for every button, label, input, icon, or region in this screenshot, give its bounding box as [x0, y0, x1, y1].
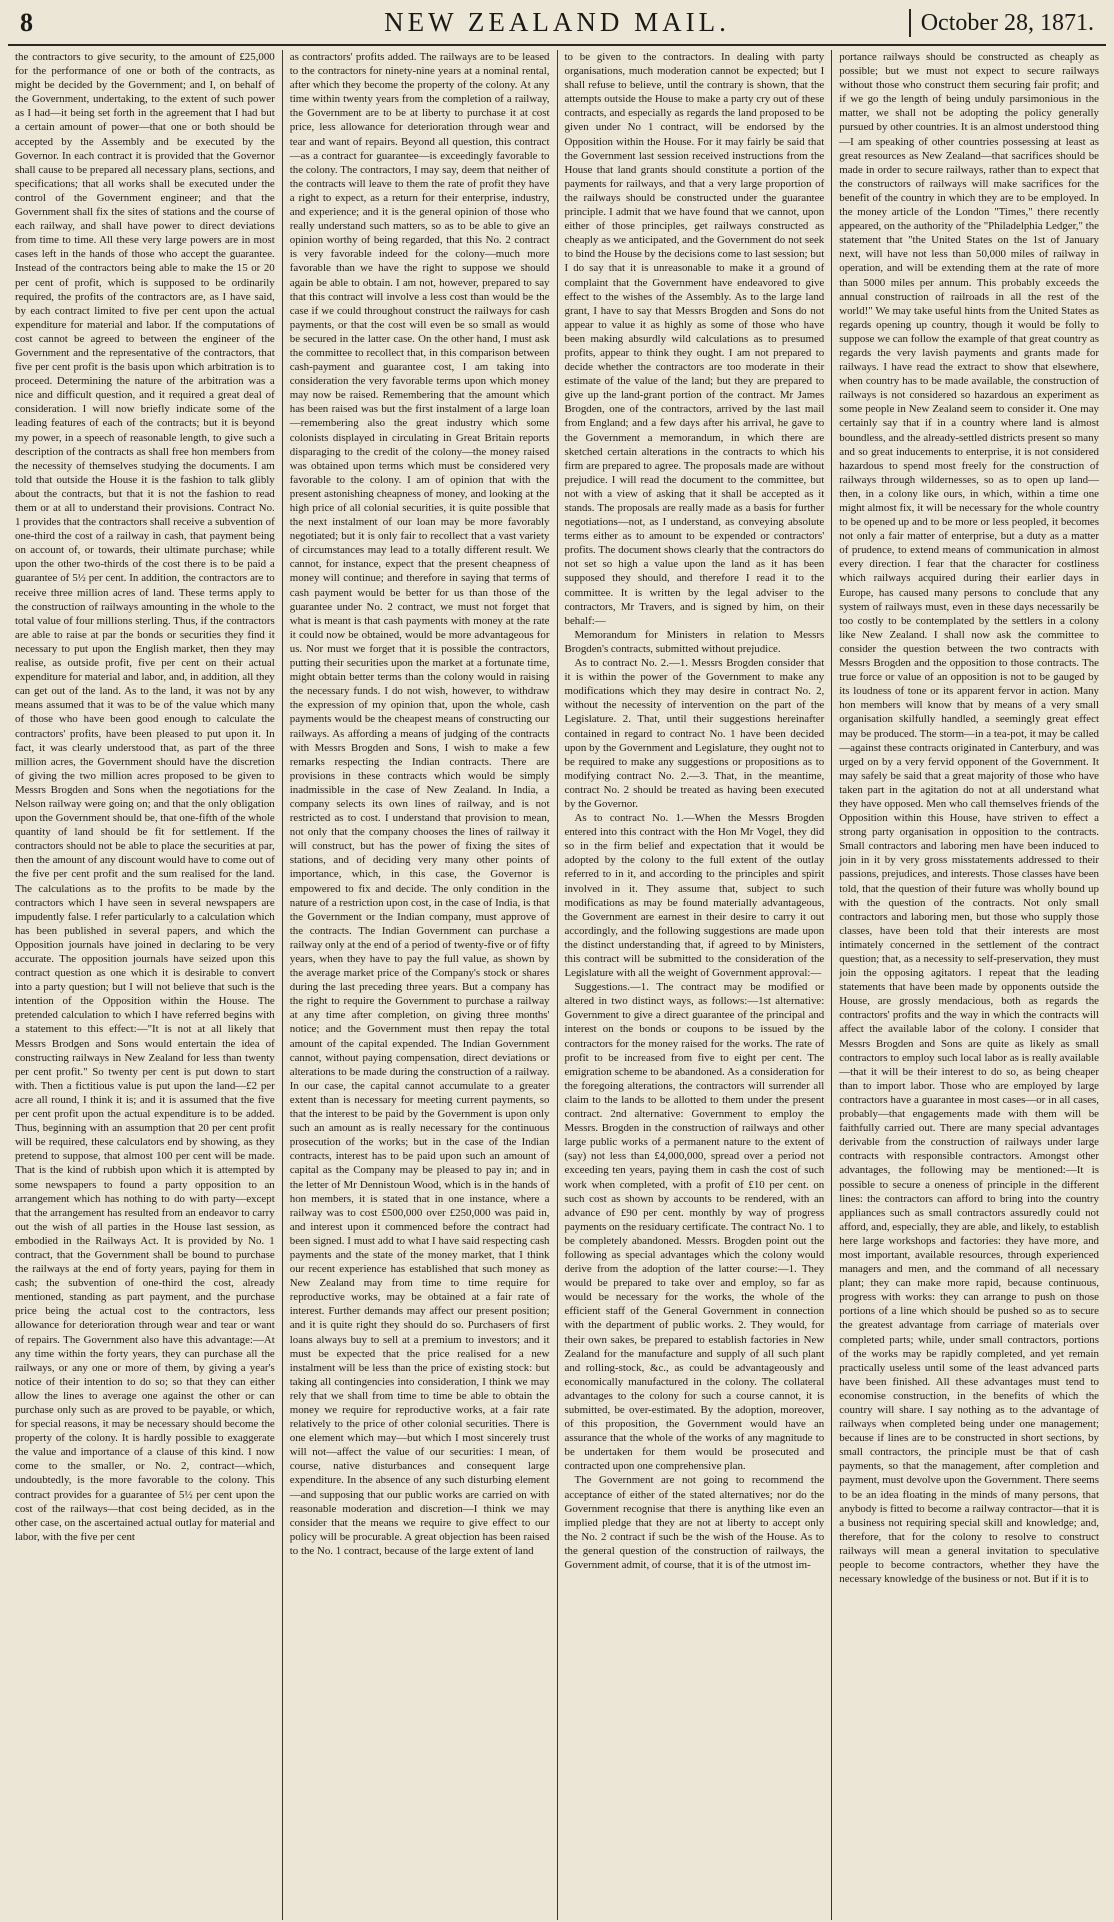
article-paragraph: portance railways should be constructed as cheaply as possible; but we must not expect to secure railways without those who construct them securing fair profit; and if we go the length of being unduly parsimonious in the matter, we shall not be adopting the policy generally pursued by other countries. It is an almost understood thing—I am speaking of other countries possessing at least as great resources as New Zealand—that sacrifices should be made in order to secure railways, rather than to expect that the constructors of railways will make sacrifices for the benefit of the country in which they are to be employed. In the money article of the London "Times," there recently appeared, on the authority of the "Philadelphia Ledger," the statement that "the United States on the 1st of January next, will have not less than 50,000 miles of railway in operation, and will be extending them at the rate of more than 5000 miles per annum. This probably exceeds the annual construction of railroads in all the rest of the world!" We may take useful hints from the United States as regards opening up country, though it would be folly to suppose we can follow the example of that great country as regards the very lavish payments and grants made for railways. I have read the extract to show that elsewhere, when country has to be made available, the construction of railways is not considered so hazardous an experiment as some people in New Zealand seem to consider it. One may certainly say that if in a country where land is almost boundless, and the already-settled districts present so many and so great inducements to enterprise, it is not considered hazardous to spend most freely for the construction of railways through wildernesses, so as to open up land—then, in a colony like ours, in which, within a time one might almost fix, it will be necessary for the whole country to be opened up and to be more or less peopled, it becomes not only a fair matter of enterprise, but a duty as a matter of prudence, to extend means of communication in almost every direction. I fear that the character for costliness which railways acquired during their earlier days in Europe, has caused many persons to conclude that any system of railways must, even in these days necessarily be too costly to be contemplated by the settlers in a colony like New Zealand. I shall now ask the committee to consider the question between the two contracts with Messrs Brogden and the opposition to those contracts. The true force or value of an opposition is not to be gauged by its loudness of tone or its apparent fervor in action. Many hon members will know that by means of a very small organisation skilfully handled, a seemingly great effect may be produced. The storm—in a tea-pot, it may be called—against these contracts originated in Canterbury, and was urged on by a very fervid opponent of the Government. It may safely be said that a great majority of those who have taken part in the agitation do not at all understand what they have opposed. Men who call themselves friends of the Opposition within this House, have striven to effect a strong party organisation in opposition to the contracts. Small contractors and laboring men have been induced to join in it by very gross misstatements addressed to their passions, prejudices, and interests. Those classes have been told, that the question of their future was wholly bound up with the question of the contracts. Not only small contractors and laboring men, but those who supply those classes, have been told that their interests are most intimately concerned in the settlement of the contract question; that, as a necessity to self-preservation, they must join the opposing agitators. I repeat that the leading statements that have been made by opponents outside the House, are grossly mendacious, both as regards the contractors' profits and the way in which the contracts will affect the available labor of the colony. I consider that Messrs Brogden and Sons are quite as likely as small contractors to employ such local labor as is really available—that it will be their interest to do so, as being cheaper than to import labor. Those who are employed by large contractors have a guarantee in most cases—or in all cases, probably—that engagements made with them will be faithfully carried out. There are many special advantages derivable from the construction of railways under large contracts with responsible contractors. Amongst other advantages, the following may be mentioned:—It is possible to secure a oneness of principle in the different lines: the contractors can afford to bring into the country appliances such as small contractors assuredly could not afford, and, especially, they are able, and likely, to establish here large workshops and factories: they have more, and most important, available resources, through experienced managers and men, and the command of all necessary plant; they can make more rapid, because continuous, progress with works: they can arrange to push on those portions of a line which should be pushed so as to secure the greatest advantage from carriage of materials over completed parts; while, under small contractors, portions of the works may be rapidly completed, and yet remain practically useless until some of the least advanced parts have been finished. All these advantages must tend to economise construction, in the benefits of which the country will share. I say nothing as to the advantage of railways when completed being under one management; because if lines are to be constructed in short sections, by small contractors, the principle must be that of cash payments, so that the management, after completion and payment, must devolve upon the Government. There seems to be an idea floating in the minds of many persons, that anybody is fitted to become a railway contractor—that it is a business not requiring special skill and knowledge; and, therefore, that for the colony to resolve to construct railways will mean a general invitation to speculative people to become contractors, whether they have the necessary knowledge of the business or not. But if it is to: [839, 51, 1099, 1586]
text-column-4: [831, 50, 1106, 1920]
text-column-3: [557, 50, 832, 1920]
article-paragraph: Memorandum for Ministers in relation to Messrs Brogden's contracts, submitted without prejudice.: [564, 628, 825, 655]
newspaper-title: NEW ZEALAND MAIL.: [384, 7, 730, 37]
page-number: 8: [20, 8, 33, 37]
issue-date: October 28, 1871.: [909, 9, 1094, 37]
article-columns: [8, 50, 1106, 1920]
masthead: [8, 0, 1106, 46]
article-paragraph: As to contract No. 2.—1. Messrs Brogden consider that it is within the power of the Government to make any modifications which they may desire in contract No. 2, without the necessity of intervention on the part of the Legislature. 2. That, until their suggestions hereinafter contained in regard to contract No. 1 have been decided upon by the Government and Legislature, they ought not to be required to make any suggestions or propositions as to modifying contract No. 2.—3. That, in the meantime, contract No. 2 should be treated as having been executed by the Governor.: [564, 657, 825, 810]
article-paragraph: as contractors' profits added. The railways are to be leased to the contractors for ninety-nine years at a nominal rental, after which they become the property of the colony. At any time within twenty years from the completion of a railway, the Government are to be at liberty to purchase it at cost price, less allowance for deterioration through wear and tear and want of repairs. Beyond all question, this contract—as a contract for guarantee—is exceedingly favorable to the colony. The contractors, I may say, deem that neither of the contracts will leave to them the rate of profit they have a right to expect, as a return for their enterprise, industry, and experience; and it is the general opinion of those who really understand such matters, so as to be able to give an opinion worthy of being regarded, that this No. 2 contract is very favorable indeed for the colony—much more favorable than we have the right to suppose we should again be able to obtain. I am not, however, prepared to say that this contract will involve a less cost than would be the case if we could throughout construct the railways for cash payments, or that the cost will even be so small as would be secured in the latter case. On the other hand, I must ask the committee to recollect that, in this comparison between cash-payment and guarantee cost, I am taking into consideration the very favorable terms upon which money may now be raised. Remembering that the amount which has been raised was but the first instalment of a large loan—remembering also the great industry which some colonists displayed in circulating in Great Britain reports disparaging to the credit of the colony—the money raised was obtained upon terms which must be considered very favorable to the colony. I am of opinion that with the present astonishing cheapness of money, and looking at the high price of all colonial securities, it is quite possible that the next instalment of our loan may be more favorably negotiated; but it is only fair to recollect that a vast variety of circumstances may lead to a totally different result. We cannot, for instance, expect that the present cheapness of money will continue; and therefore in saying that terms of cash payment would be better for us than those of the guarantee under No. 2 contract, we must not forget that what is meant is that cash payments with money at the rate it could now be obtained, would be more advantageous for us. Nor must we forget that it is possible the contractors, putting their securities upon the market at a fortunate time, might obtain better terms than the colony would in raising the necessary funds. I do not wish, however, to withdraw the expression of my opinion that, upon the whole, cash payments would be the cheapest means of constructing our railways. As affording a means of judging of the contracts with Messrs Brogden and Sons, I wish to make a few remarks respecting the Indian contracts. There are provisions in these contracts which would be simply inadmissible in the case of New Zealand. In India, a company selects its own lines of railway, and is not restricted as to cost. I understand that provision to mean, not only that the company chooses the lines of railway it will construct, but has the power of fixing the sites of stations, and of deciding very many other points of importance, which, in this case, the Governor is empowered to fix and decide. The only condition in the nature of a restriction upon cost, in the case of India, is that the Government or the Indian company, must approve of the contracts. The Indian Government can purchase a railway only at the end of a period of twenty-five or of fifty years, when they have to pay the full value, as shown by the average market price of the Company's stock or shares during the last preceding three years. But a company has the right to require the Government to purchase a railway at any time after completion, on giving three months' notice; and the Government must then repay the total amount of the capital expended. The Indian Government cannot, without paying compensation, direct deviations or alterations to be made during the construction of a railway. In our case, the capital cannot accumulate to a greater extent than is necessary for meeting current payments, so that the interest to be paid by the Government is upon only such an amount as is really necessary for the continuous prosecution of the works; but in the case of the Indian contracts, interest has to be paid upon such an amount of capital as the Company may be pleased to pay in; and in the letter of Mr Dennistoun Wood, which is in the hands of hon members, it is stated that in one instance, where a railway was to cost £500,000 over £250,000 was paid in, and interest upon it commenced before the contract had been signed. I must add to what I have said respecting cash payments and the state of the money market, that I think our recent experience has established that such money as New Zealand may from time to time require for reproductive works, may be obtained at a fair rate of interest. Further demands may affect our present position; and it is quite right they should do so. Purchasers of first loans always buy to sell at a premium to investors; and it must be expected that the price realised for a new instalment will be less than the price of existing stock: but taking all contingencies into consideration, I think we may rely that we shall from time to time be able to obtain the money we require for reproductive works, at a fair rate relatively to the price of other colonial securities. There is one element which may—but which I most sincerely trust will not—affect the value of our securities: I mean, of course, native disturbances and consequent large expenditure. In the absence of any such disturbing element—and supposing that our public works are carried on with reasonable moderation and discretion—I think we may consider that the means we require to give effect to our policy will be procurable. A great objection has been raised to the No. 1 contract, because of the large extent of land: [289, 51, 550, 1557]
article-paragraph: Suggestions.—1. The contract may be modified or altered in two distinct ways, as follows:—1st alternative: Government to give a direct guarantee of the principal and interest on the bonds or coupons to be issued by the contractors for the money raised for the works. The rate of profit to be increased from five to eight per cent. The emigration scheme to be abandoned. As a consideration for the foregoing alterations, the contractors will surrender all claim to the lands to be allotted to them under the present contract. 2nd alternative: Government to employ the Messrs. Brogden in the construction of railways and other large public works of a permanent nature to the extent of (say) not less than £4,000,000, spread over a period not exceeding ten years, paying them in cash the cost of such work when completed, with a profit of £10 per cent. on such cost as shown by accounts to be rendered, with an advance of £90 per cent. monthly by way of progress payments on the residuary certificate. The contract No. 1 to be completely abandoned. Messrs. Brogden point out the following as special advantages which the colony would derive from the adoption of the latter course:—1. They would be prepared to take over and employ, so far as would be necessary for the works, the whole of the efficient staff of the General Government in connection with the department of public works. 2. They would, for their own sakes, be prepared to establish factories in New Zealand for the manufacture and supply of all such plant and rolling-stock, &c., as could be advantageously and economically manufactured in the colony. The collateral advantages to the colony for such a course cannot, it is submitted, be over-estimated. By the adoption, moreover, of this proposition, the Government would have an assurance that the whole of the works of any magnitude to be undertaken for them would be prosecuted and contracted upon one comprehensive plan.: [564, 981, 825, 1473]
text-column-2: [282, 50, 557, 1920]
text-column-1: [8, 50, 282, 1920]
article-paragraph: to be given to the contractors. In dealing with party organisations, much moderation cannot be expected; but I shall refuse to believe, until the contrary is shown, that the attempts outside the House to make a party cry out of these contracts, and especially as regards the land proposed to be given under No 1 contract, will be endorsed by the Opposition within the House. For it may fairly be said that the Government last session received instructions from the House that land grants should constitute a portion of the payments for railways, and that a very large proportion of the railways should be constructed under the guarantee principle. I admit that we have found that we cannot, upon either of those principles, get railways constructed as cheaply as we anticipated, and the Government do not seek to bind the House by the decisions come to last session; but I do say that it is unreasonable to make it a ground of complaint that the Government have endeavored to give effect to the wishes of the Assembly. As to the large land grant, I have to say that Messrs Brogden and Sons do not appear to value it as highly as some of those who have been making absurdly wild calculations as to presumed profits, appear to think they ought. I am not prepared to decide whether the contractors are too moderate in their estimate of the value of the land; but they are prepared to give up the land-grant portion of the contract. Mr James Brogden, one of the contractors, arrived by the last mail from England; and a few days after his arrival, he gave to the Government a memorandum, in which there are sketched certain alterations in the contracts to which his firm are prepared to agree. The proposals made are without prejudice. I will read the document to the committee, but not with a view of asking that it shall be accepted as it stands. The proposals are really made as a basis for further negotiations—not, as I understand, as conveying absolute terms either as to amount to be expended or contractors' profits. The document shows clearly that the contractors do not set so high a value upon the land as it has been supposed they should, and therefore I read it to the committee. It is written by the legal adviser to the contractors, Mr Travers, and is signed by him, on their behalf:—: [564, 51, 825, 627]
article-paragraph: the contractors to give security, to the amount of £25,000 for the performance of one or both of the contracts, as might be decided by the Government; and I, on behalf of the Government, undertaking, to the extent of such power as I had—it being set forth in the agreement that I had but a certain amount of power—that one or both should be accepted by the Assembly and be executed by the Governor. In each contract it is provided that the Governor shall cause to be prepared all necessary plans, sections, and specifications; that all works shall be executed under the control of the Government engineer; and that the Government shall fix the sites of stations and the course of each railway, and shall have power to direct deviations from time to time. All these very large powers are in most cases left in the hands of those who accept the guarantee. Instead of the contractors being able to make the 15 or 20 per cent of profit, which is supposed to be ordinarily required, the profits of the contractors are, as I have said, by each contract limited to five per cent upon the actual expenditure for material and labor. If the computations of cost cannot be agreed to between the engineer of the Government and the representative of the contractors, that five per cent profit is the basis upon which arbitration is to proceed. Determining the nature of the arbitration was a nice and difficult question, and it required a great deal of consideration. I will now briefly indicate some of the leading features of each of the contracts; but it is beyond my power, in a speech of reasonable length, to give such a description of the contracts as shall free hon members from the necessity of themselves studying the documents. I am told that outside the House it is the fashion to talk glibly about the contracts, but that it is not the fashion to read them or at all to understand their provisions. Contract No. 1 provides that the contractors shall receive a subvention of one-third the cost of a railway in cash, that payment being on account of, or towards, their ultimate purchase; while upon the other two-thirds of the cost there is to be paid a guarantee of 5½ per cent. In addition, the contractors are to receive three million acres of land. These terms apply to the construction of railways amounting in the whole to the total value of four millions sterling. Thus, if the contractors are able to raise at par the bonds or securities they find it necessary to put upon the English market, then they may realise, as outside profit, five per cent on their actual expenditure for material and labor, and, in addition, all they can get out of the land. As to the land, it was not by any means assumed that it was to be of the value which many of those who have been good enough to calculate the contractors' profits, have been pleased to put upon it. In fact, it was clearly understood that, as part of the three million acres, the Government should have the discretion of giving the two million acres proposed to be given to Messrs Brogden and Sons when the negotiations for the Nelson railway were going on; and that the only obligation upon the Government should be, that one-fifth of the whole quantity of land should be fit for settlement. If the contractors should not be able to place the securities at par, then the amount of any discount would have to come out of the five per cent profit and the sum realised for the land. The calculations as to the profits to be made by the contractors which I have seen in several newspapers are impudently false. I refer particularly to a calculation which has been published in several papers, and which the Opposition journals have joined in declaring to be very accurate. The opposition journals have seized upon this contract question as one which it is desirable to convert into a party question; but I will not believe that such is the intention of the Opposition within the House. The pretended calculation to which I have referred begins with a statement to this effect:—"It is not at all likely that Messrs Brodgen and Sons would entertain the idea of constructing railways in New Zealand for less than twenty per cent profit." So twenty per cent is put down to start with. Then a fictitious value is put upon the land—£2 per acre all round, I think it is; and it is assumed that the five per cent profit upon the actual expenditure is to be added. Thus, beginning with an assumption that 20 per cent profit will be required, these calculators end by showing, as they pretend to suppose, that almost 100 per cent will be made. That is the kind of rubbish upon which it is attempted by some newspapers to found a party opposition to an arrangement which has nothing to do with party—except that the arrangement has resulted from an endeavor to carry out the wish of all parties in the House last session, as embodied in the Railways Act. It is provided by No. 1 contract, that the Government shall be bound to purchase the railways at the end of forty years, paying for them in cash; the subvention of one-third the cost, already mentioned, standing as part payment, and the purchase price being the actual cost to the contractors, less allowance for deterioration through wear and tear or want of repairs. The Government also have this advantage:—At any time within the forty years, they can purchase all the railways, or any one or more of them, by giving a year's notice of their intention to do so; so that they can either allow the lines to average one against the other or can purchase only such as are proved to be payable, or which, for special reasons, it may be necessary should become the property of the colony. It is hardly possible to exaggerate the value and importance of a clause of this kind. I now come to the smaller, or No. 2, contract—which, undoubtedly, is the more favorable to the colony. This contract provides for a guarantee of 5½ per cent upon the cost of the railways—that cost being decided, as in the other case, on the ascertained actual outlay for material and labor, with the five per cent: [15, 51, 275, 1543]
article-paragraph: The Government are not going to recommend the acceptance of either of the stated alternatives; nor do the Government recognise that there is anything like even an implied pledge that they are not at liberty to accept only the No. 2 contract if such be the wish of the House. As to the general question of the construction of railways, the Government admit, of course, that it is of the utmost im-: [564, 1474, 825, 1572]
article-paragraph: As to contract No. 1.—When the Messrs Brogden entered into this contract with the Hon Mr Vogel, they did so in the firm belief and expectation that it would be adopted by the colony to the full extent of the outlay referred to in it, and according to the principles and spirit involved in it. They assume that, subject to such modifications as may be found materially advantageous, the Government are earnest in their desire to carry it out accordingly, and the following suggestions are made upon the distinct understanding that, if agreed to by Ministers, this contract will be submitted to the consideration of the Legislature with all the weight of Government approval:—: [564, 812, 825, 980]
